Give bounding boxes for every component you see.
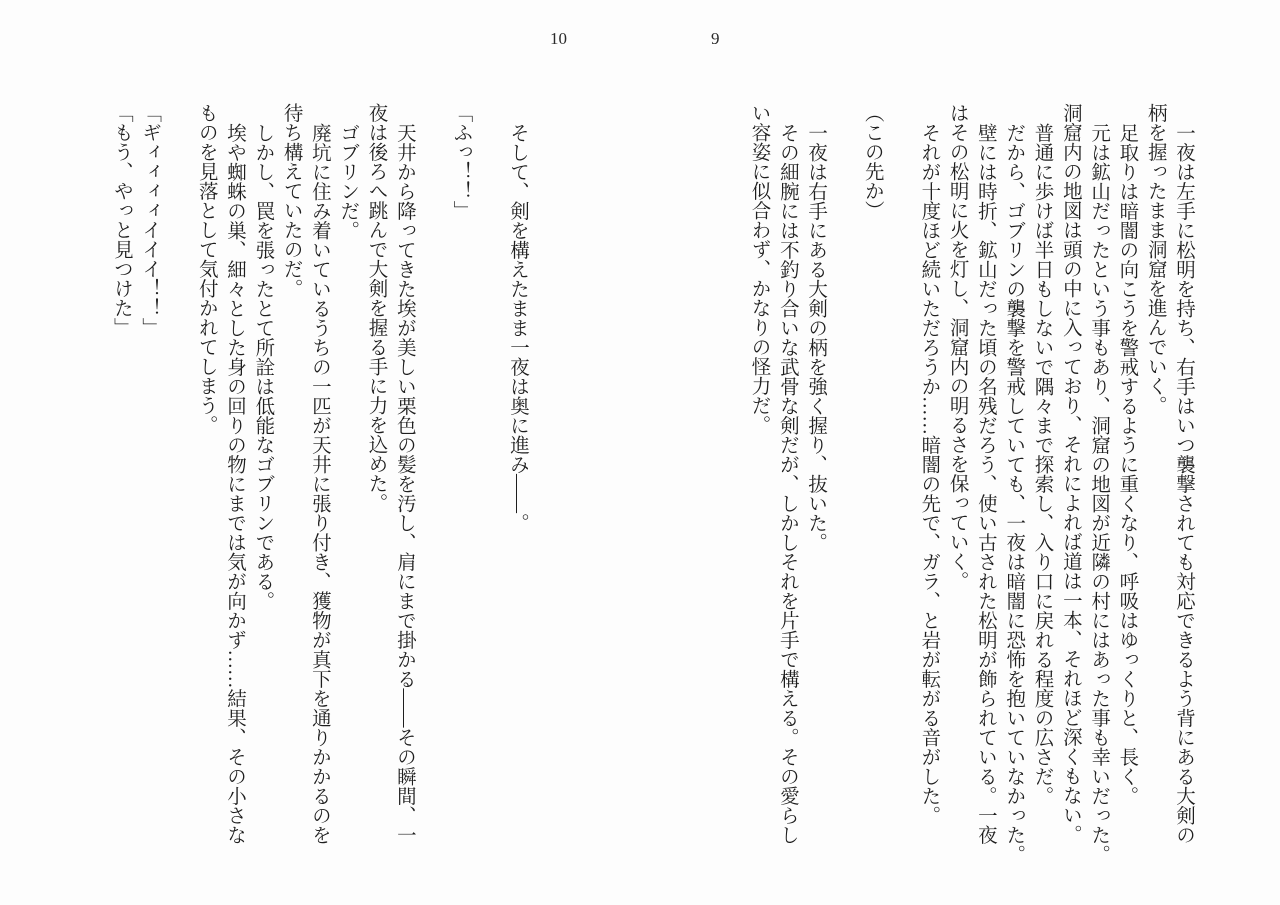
text-line-vertical: その細腕には不釣り合いな武骨な剣だが、しかしそれを片手で構える。その愛らし <box>776 122 798 844</box>
blank-column <box>886 103 914 845</box>
text-line-vertical: 廃坑に住み着いているうちの一匹が天井に張り付き、獲物が真下を通りかかるのを <box>308 122 330 844</box>
right-page-text-block <box>744 103 1197 864</box>
text-line-vertical: 柄を握ったまま洞窟を進んでいく。 <box>1144 103 1166 415</box>
text-line-vertical: しかし、罠を張ったとて所詮は低能なゴブリンである。 <box>252 122 274 610</box>
text-line-vertical: 夜は後ろへ跳んで大剣を握る手に力を込めた。 <box>365 103 387 513</box>
text-line-vertical: 「ギィィィィイイイ！！」 <box>139 103 161 337</box>
left-page-text-block <box>106 103 531 845</box>
blank-column <box>474 103 502 845</box>
text-line-vertical: はその松明に火を灯し、洞窟内の明るさを保っていく。 <box>946 103 968 591</box>
text-line-vertical: それが十度ほど続いただろうか……暗闇の先で、ガラ、と岩が転がる音がした。 <box>918 122 940 825</box>
text-line-vertical: ものを見落として気付かれてしまう。 <box>195 103 217 435</box>
text-line-vertical: 「ふっ！！」 <box>450 103 472 220</box>
text-line-vertical: 元は鉱山だったという事もあり、洞窟の地図が近隣の村にはあった事も幸いだった。 <box>1088 122 1110 864</box>
text-line-vertical: 普通に歩けば半日もしないで隅々まで探索し、入り口に戻れる程度の広さだ。 <box>1031 122 1053 805</box>
page-number-right: 9 <box>711 29 720 48</box>
text-line-vertical: 待ち構えていたのだ。 <box>280 103 302 298</box>
text-line-vertical: ゴブリンだ。 <box>337 122 359 240</box>
text-line-vertical: 洞窟内の地図は頭の中に入っており、それによれば道は一本、それほど深くもない。 <box>1059 103 1081 844</box>
text-line-vertical: 一夜は左手に松明を持ち、右手はいつ襲撃されても対応できるよう背にある大剣の <box>1173 122 1194 844</box>
text-line-vertical: 足取りは暗闇の向こうを警戒するように重くなり、呼吸はゆっくりと、長く。 <box>1116 122 1138 805</box>
text-line-vertical: い容姿に似合わず、かなりの怪力だ。 <box>748 103 770 435</box>
page-number-left: 10 <box>550 29 567 48</box>
text-line-vertical: 埃や蜘蛛の巣、細々とした身の回りの物にまでは気が向かず……結果、その小さな <box>224 122 246 844</box>
blank-column <box>163 103 191 845</box>
text-line-vertical: （この先か） <box>861 103 883 220</box>
blank-column <box>418 103 446 845</box>
text-line-vertical: 一夜は右手にある大剣の柄を強く握り、抜いた。 <box>805 122 827 552</box>
text-line-vertical: 天井から降ってきた埃が美しい栗色の髪を汚し、肩にまで掛かる――その瞬間、一 <box>393 122 415 844</box>
text-line-vertical: 壁には時折、鉱山だった頃の名残だろう、使い古された松明が飾られている。一夜 <box>974 122 996 844</box>
text-line-vertical: 「もう、やっと見つけた」 <box>110 103 132 337</box>
text-line-vertical: そして、剣を構えたまま一夜は奥に進み――。 <box>507 122 528 532</box>
blank-column <box>829 103 857 845</box>
text-line-vertical: だから、ゴブリンの襲撃を警戒していても、一夜は暗闇に恐怖を抱いていなかった。 <box>1003 122 1025 864</box>
